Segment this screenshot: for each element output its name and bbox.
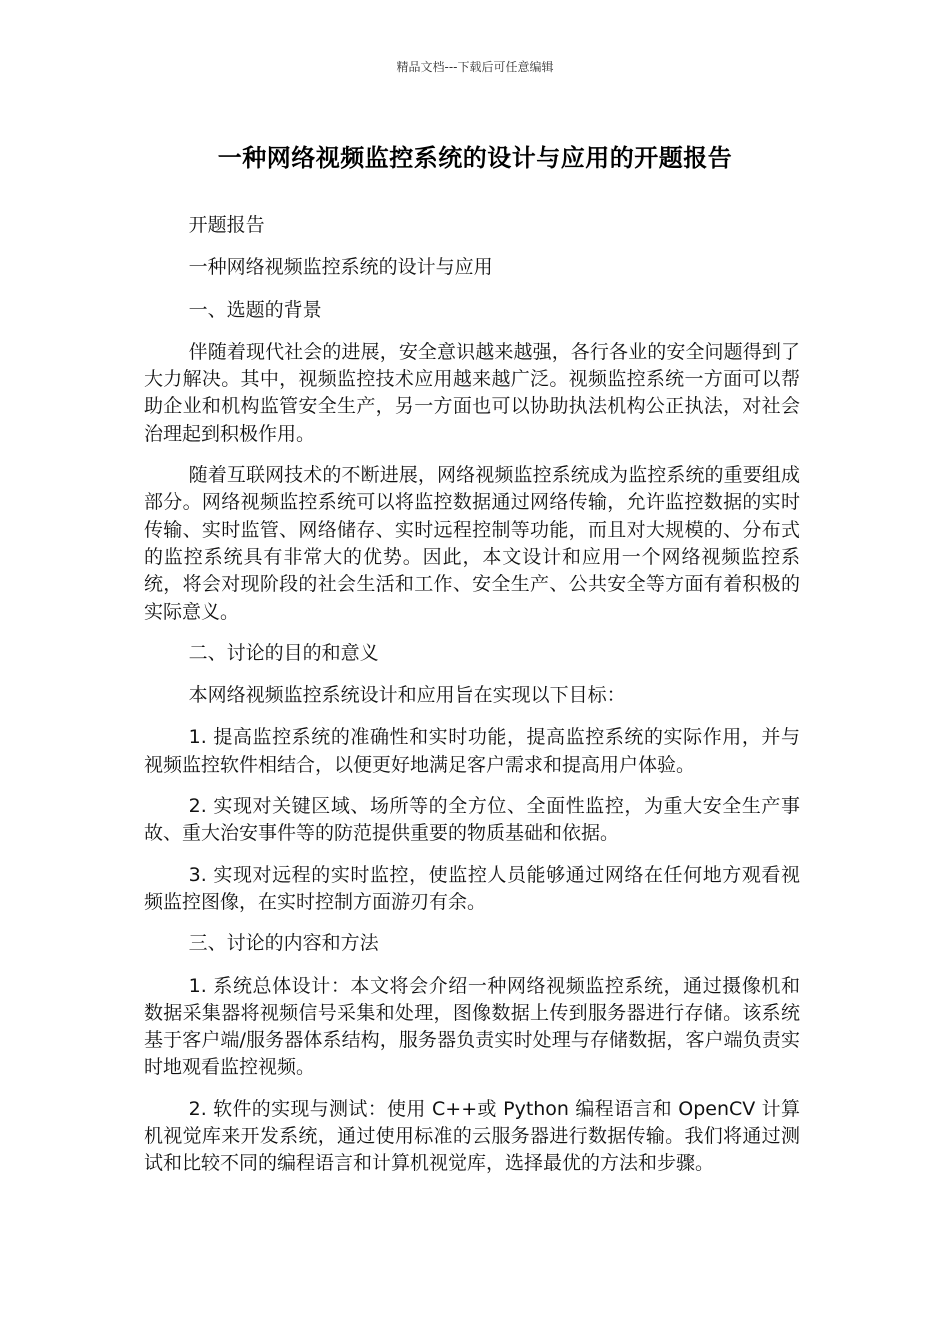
section-heading-purpose: 二、讨论的目的和意义 xyxy=(188,641,379,664)
section-heading-content-method: 三、讨论的内容和方法 xyxy=(188,932,379,955)
section-heading-background: 一、选题的背景 xyxy=(188,298,322,321)
document-body xyxy=(144,212,800,1192)
document-title: 一种网络视频监控系统的设计与应用的开题报告 xyxy=(217,144,733,172)
paragraph-background-2: 随着互联网技术的不断进展，网络视频监控系统成为监控系统的重要组成部分。网络视频监控系统可以将监控数据通过网络传输，允许监控数据的实时传输、实时监管、网络储存、实时远程控制等功能，而且对大规模的、分布式的监控系统具有非常大的优势。因此，本文设计和应用一个网络视频监控系统，将会对现阶段的社会生活和工作、安全生产、公共安全等方面有着积极的实际意义。 xyxy=(144,464,800,623)
list-item-goal-3: 3. 实现对远程的实时监控，使监控人员能够通过网络在任何地方观看视频监控图像，在实时控制方面游刃有余。 xyxy=(144,863,800,913)
paragraph-report-label: 开题报告 xyxy=(188,214,265,236)
paragraph-subject: 一种网络视频监控系统的设计与应用 xyxy=(188,256,493,279)
list-item-goal-1: 1. 提高监控系统的准确性和实时功能，提高监控系统的实际作用，并与视频监控软件相结合，以便更好地满足客户需求和提高用户体验。 xyxy=(144,726,800,776)
list-item-goal-2: 2. 实现对关键区域、场所等的全方位、全面性监控，为重大安全生产事故、重大治安事件等的防范提供重要的物质基础和依据。 xyxy=(144,795,800,845)
header-note: 精品文档---下载后可任意编辑 xyxy=(396,60,554,74)
list-item-method-2: 2. 软件的实现与测试：使用 C++或 Python 编程语言和 OpenCV 计算机视觉库来开发系统，通过使用标准的云服务器进行数据传输。我们将通过测试和比较不同的编程语言和计算机视觉库，选择最优的方法和步骤。 xyxy=(144,1097,800,1175)
paragraph-goals-intro: 本网络视频监控系统设计和应用旨在实现以下目标： xyxy=(188,684,626,707)
paragraph-background-1: 伴随着现代社会的进展，安全意识越来越强，各行各业的安全问题得到了大力解决。其中，视频监控技术应用越来越广泛。视频监控系统一方面可以帮助企业和机构监管安全生产，另一方面也可以协助执法机构公正执法，对社会治理起到积极作用。 xyxy=(144,340,800,445)
list-item-method-1: 1. 系统总体设计：本文将会介绍一种网络视频监控系统，通过摄像机和数据采集器将视频信号采集和处理，图像数据上传到服务器进行存储。该系统基于客户端/服务器体系结构，服务器负责实时处理与存储数据，客户端负责实时地观看监控视频。 xyxy=(144,974,800,1079)
